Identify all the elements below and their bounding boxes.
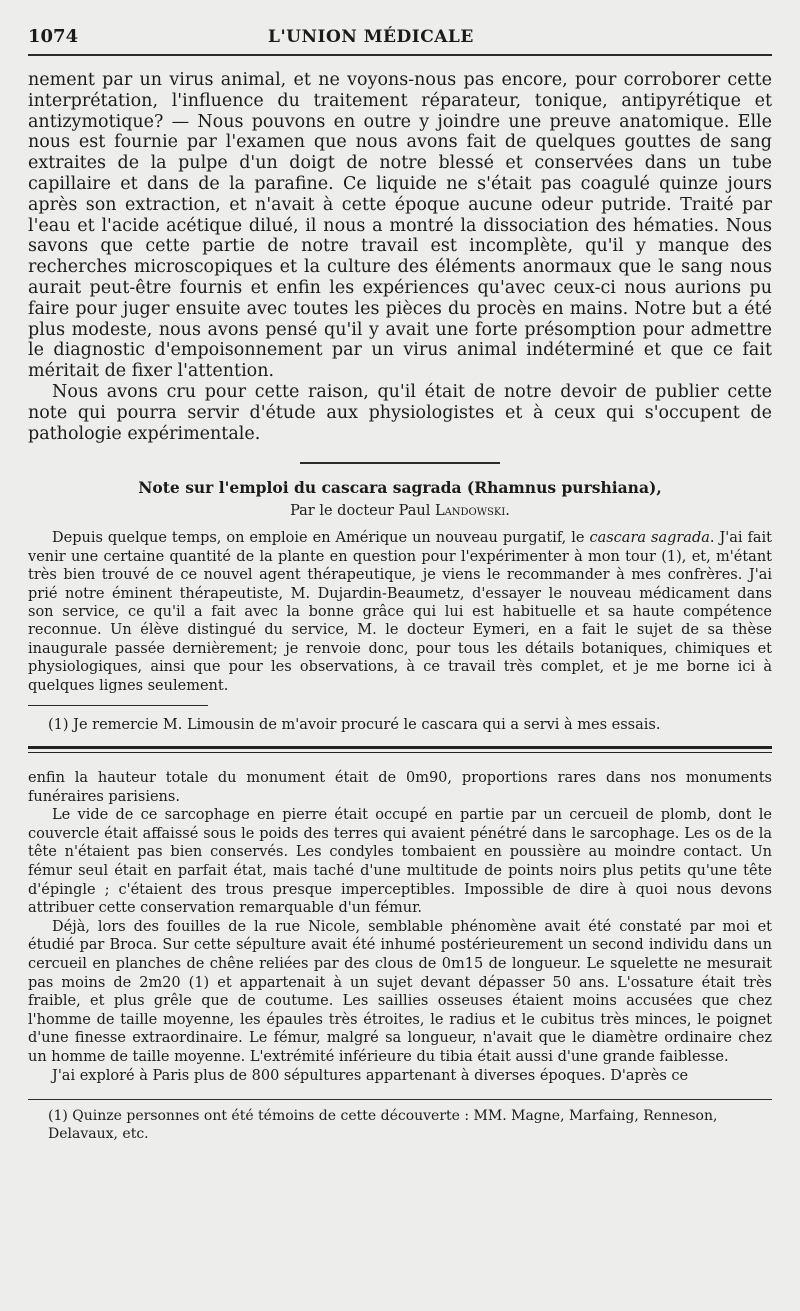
note-paragraph-rest: . J'ai fait venir une certaine quantité de la plante en question pour l'expérimenter à mon tour (1), et, m'étant très bien trouvé de ce nouvel agent thérapeutique, je viens le recommander à mes confrères. J'ai prié notre éminent thérapeutiste, M. Dujardin-Beaumetz, d'essayer le nouveau médicament dans son service, ce qu'il a fait avec la bonne grâce qui lui est habituelle et sa haute compétence reconnue. Un élève distingué du service, M. le docteur Eymeri, en a fait le sujet de sa thèse inaugurale passée dernièrement; je renvoie donc, pour tous les détails botaniques, chimiques et physiologiques, ainsi que pour les observations, à ce travail très complet, et je me borne ici à quelques lignes seulement.: [28, 530, 773, 694]
journal-title: L'UNION MÉDICALE: [268, 27, 474, 47]
note-footnote: (1) Je remercie M. Limousin de m'avoir procuré le cascara qui a servi à mes essais.: [48, 717, 661, 733]
note-paragraph: [28, 529, 772, 695]
note-author: [28, 503, 772, 519]
article-continuation-paragraph: nement par un virus animal, et ne voyons-nous pas encore, pour corroborer cette interprétation, l'influence du traitement réparateur, tonique, antipyrétique et antizymotique? — Nous pouvons en outre y joindre une preuve anatomique. Elle nous est fournie par l'examen que nous avons fait de quelques gouttes de sang extraites de la pulpe d'un doigt de notre blessé et conservées dans un tube capillaire et dans de la parafine. Ce liquide ne s'était pas coagulé quinze jours après son extraction, et n'avait à cette époque aucune odeur putride. Traité par l'eau et l'acide acétique dilué, il nous a montré la dissociation des hématies. Nous savons que cette partie de notre travail est incomplète, qu'il y manque des recherches microscopiques et la culture des éléments anormaux que le sang nous aurait peut-être fournis et enfin les expériences qu'avec ceux-ci nous aurions pu faire pour juger ensuite avec toutes les pièces du procès en mains. Notre but a été plus modeste, nous avons pensé qu'il y avait une forte présomption pour admettre le diagnostic d'empoisonnement par un virus animal indéterminé et que ce fait méritait de fixer l'attention.: [28, 70, 772, 382]
feuilleton-paragraph-1: enfin la hauteur totale du monument était de 0m90, proportions rares dans nos monuments funéraires parisiens.: [28, 770, 772, 805]
note-term-cascara: cascara sagrada: [589, 530, 710, 547]
feuilleton-paragraph-3: Déjà, lors des fouilles de la rue Nicole, semblable phénomène avait été constaté par moi et étudié par Broca. Sur cette sépulture avait été inhumé postérieurement un second individu dans un cercueil en planches de chêne reliées par des clous de 0m15 de longueur. Le squelette ne mesurait pas moins de 2m20 (1) et appartenait à un sujet devant dépasser 50 ans. L'ossature était très fraible, et plus grêle que de coutume. Les saillies osseuses étaient moins accusées que chez l'homme de taille moyenne, les épaules très étroites, le radius et le cubitus très minces, le poignet d'une finesse extraordinaire. Le fémur, malgré sa longueur, n'avait que le diamètre ordinaire chez un homme de taille moyenne. L'extrémité inférieure du tibia était aussi d'une grande faiblesse.: [28, 918, 772, 1065]
note-title: Note sur l'emploi du cascara sagrada (Rhamnus purshiana),: [138, 478, 662, 498]
feuilleton-paragraph-2: Le vide de ce sarcophage en pierre était occupé en partie par un cercueil de plomb, dont le couvercle était affaissé sous le poids des terres qui avaient pénétré dans le sarcophage. Les os de la tête n'étaient pas bien conservés. Les condyles tombaient en poussière au moindre contact. Un fémur seul était en parfait état, mais taché d'une multitude de points noirs plus petits qu'une tête d'épingle ; c'étaient des trous presque imperceptibles. Impossible de dire à quoi nous devons attribuer cette conservation remarquable d'un fémur.: [28, 807, 772, 917]
feuilleton-footnote: (1) Quinze personnes ont été témoins de cette découverte : MM. Magne, Marfaing, Renneson, Delavaux, etc.: [48, 1108, 718, 1142]
feuilleton-rule: [28, 746, 772, 753]
page-number: 1074: [28, 26, 79, 47]
bottom-footnote-separator: [28, 1099, 772, 1100]
footnote-separator: [28, 705, 208, 706]
feuilleton-paragraph-4: J'ai exploré à Paris plus de 800 sépultures appartenant à diverses époques. D'après ce: [52, 1067, 689, 1084]
note-paragraph-start: Depuis quelque temps, on emploie en Amérique un nouveau purgatif, le: [52, 530, 590, 547]
section-separator: [300, 462, 500, 464]
note-author-prefix: Par le docteur Paul: [290, 503, 435, 520]
article-conclusion-paragraph: Nous avons cru pour cette raison, qu'il était de notre devoir de publier cette note qui pourra servir d'étude aux physiologistes et à ceux qui s'occupent de pathologie expérimentale.: [28, 381, 772, 444]
running-header: [28, 26, 772, 56]
note-author-name: Landowski.: [434, 503, 510, 520]
